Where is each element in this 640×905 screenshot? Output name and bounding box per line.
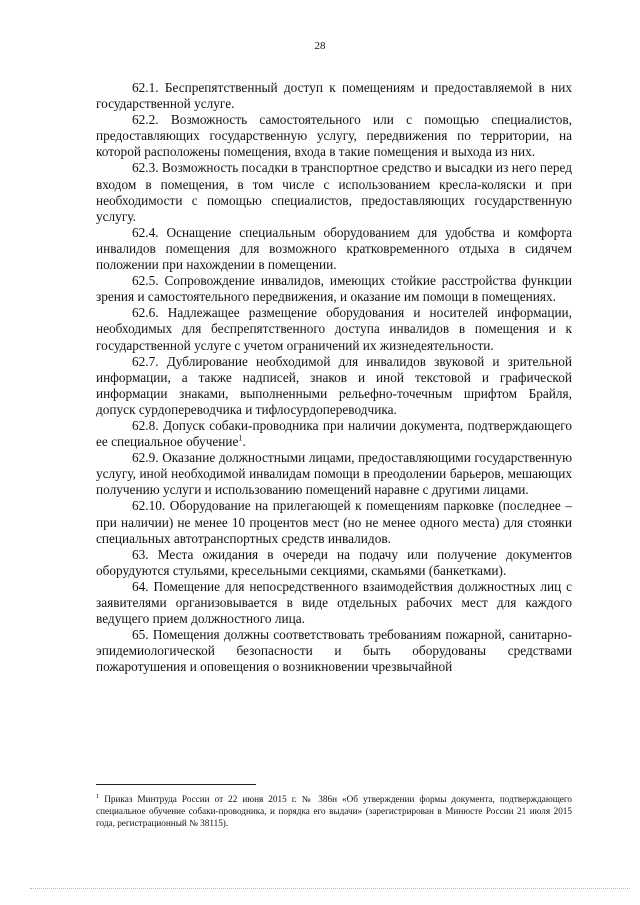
footnote bbox=[96, 791, 572, 829]
footnote-separator bbox=[96, 784, 256, 785]
paragraph-63: 63. Места ожидания в очереди на подачу или получение документов оборудуются стульями, кресельными секциями, скамьями (банкетками). bbox=[96, 546, 572, 578]
paragraph-62-8 bbox=[96, 418, 572, 450]
footnote-reference[interactable]: 1 bbox=[238, 433, 243, 443]
page-body bbox=[96, 80, 572, 675]
paragraph-62-9: 62.9. Оказание должностными лицами, предоставляющими государственную услугу, иной необходимой инвалидам помощи в преодолении барьеров, мешающих получению услуги и использованию помещений наравне с другими лицами. bbox=[96, 450, 572, 498]
paragraph-62-5: 62.5. Сопровождение инвалидов, имеющих стойкие расстройства функции зрения и самостоятельного передвижения, и оказание им помощи в помещениях. bbox=[96, 273, 572, 305]
paragraph-62-10: 62.10. Оборудование на прилегающей к помещениям парковке (последнее – при наличии) не менее 10 процентов мест (но не менее одного места) для стоянки специальных автотранспортных средств инвалидов. bbox=[96, 498, 572, 546]
paragraph-62-6: 62.6. Надлежащее размещение оборудования и носителей информации, необходимых для беспрепятственного доступа инвалидов в помещения и к государственной услуге с учетом ограничений их жизнедеятельности. bbox=[96, 305, 572, 353]
page-number: 28 bbox=[314, 40, 326, 52]
paragraph-62-7: 62.7. Дублирование необходимой для инвалидов звуковой и зрительной информации, а также надписей, знаков и иной текстовой и графической информации знаками, выполненными рельефно-точечным шрифтом Брайля, допуск сурдопереводчика и тифлосурдопереводчика. bbox=[96, 353, 572, 417]
footnote-marker: 1 bbox=[96, 793, 100, 800]
scan-edge-line bbox=[30, 888, 630, 889]
paragraph-62-3: 62.3. Возможность посадки в транспортное средство и высадки из него перед входом в помещения, в том числе с использованием кресла-коляски и при необходимости с помощью специалистов, предоставляющих государственную услугу. bbox=[96, 160, 572, 224]
paragraph-62-8-end: . bbox=[242, 434, 246, 450]
paragraph-62-2: 62.2. Возможность самостоятельного или с помощью специалистов, предоставляющих государственную услугу, передвижения по территории, на которой расположены помещения, входа в такие помещения и выхода из них. bbox=[96, 112, 572, 160]
paragraph-62-4: 62.4. Оснащение специальным оборудованием для удобства и комфорта инвалидов помещения для возможного кратковременного отдыха в сидячем положении при нахождении в помещении. bbox=[96, 224, 572, 273]
paragraph-64: 64. Помещение для непосредственного взаимодействия должностных лиц с заявителями организовывается в виде отдельных рабочих мест для каждого ведущего прием должностного лица. bbox=[96, 578, 572, 627]
paragraph-62-8-text: 62.8. Допуск собаки-проводника при наличии документа, подтверждающего ее специальное обучение bbox=[96, 417, 572, 450]
footnote-text: Приказ Минтруда России от 22 июня 2015 г. № 386н «Об утверждении формы документа, подтверждающего специальное обучение собаки-проводника, и порядка его выдачи» (зарегистрирован в Минюсте России 21 июля 2015 года, регистрационный № 38115). bbox=[96, 794, 572, 828]
paragraph-65: 65. Помещения должны соответствовать требованиям пожарной, санитарно-эпидемиологической безопасности и быть оборудованы средствами пожаротушения и оповещения о возникновении чрезвычайной bbox=[96, 627, 572, 675]
paragraph-62-1: 62.1. Беспрепятственный доступ к помещениям и предоставляемой в них государственной услуге. bbox=[96, 80, 572, 112]
